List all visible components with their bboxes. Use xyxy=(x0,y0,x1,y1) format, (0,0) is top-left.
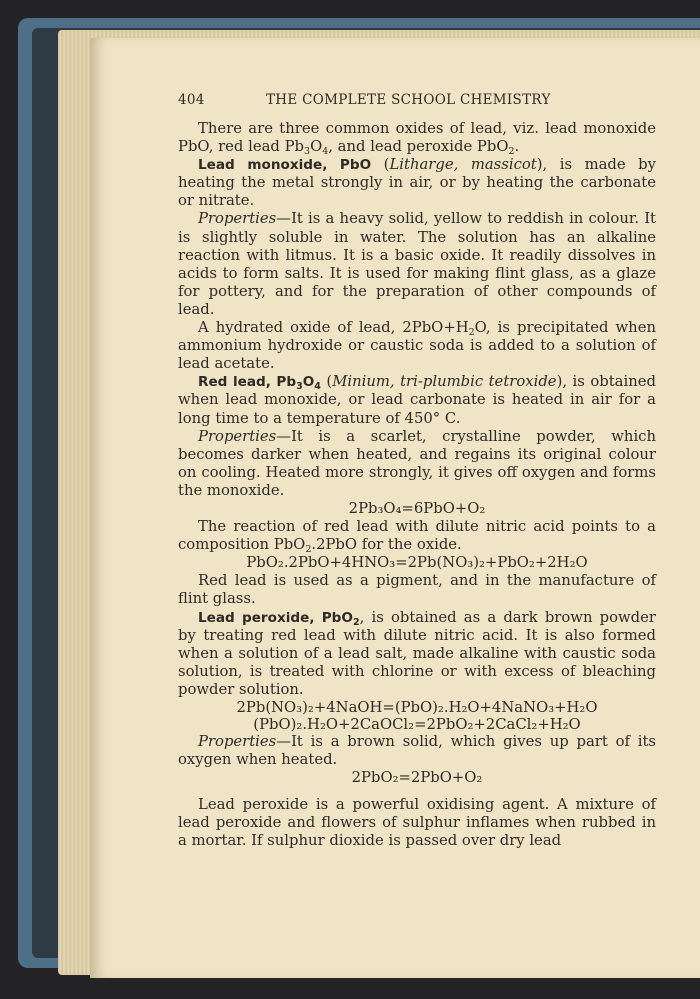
section-heading: Lead monoxide, PbO xyxy=(198,157,372,174)
running-title: THE COMPLETE SCHOOL CHEMISTRY xyxy=(266,92,551,108)
paragraph: Properties—It is a scarlet, crystalline powder, which becomes darker when heated, and regains its original colour on cooling. Heated more strongly, it gives off oxygen and forms the monoxide. xyxy=(178,427,656,499)
equation: (PbO)₂.H₂O+2CaOCl₂=2PbO₂+2CaCl₂+H₂O xyxy=(253,716,581,733)
paragraph: Lead peroxide, PbO$_2$, is obtained as a dark brown powder by treating red lead with dilute nitric acid. It is also formed when a solution of a lead salt, made alkaline with caustic soda solution, is treated with chlorine or with excess of bleaching powder solution. xyxy=(178,608,656,698)
paragraph: A hydrated oxide of lead, $2PbO+H_2O$, is precipitated when ammonium hydroxide or caustic soda is added to a solution of lead acetate. xyxy=(178,319,656,373)
paragraph: Red lead is used as a pigment, and in the manufacture of flint glass. xyxy=(178,572,656,608)
paragraph: There are three common oxides of lead, viz. lead monoxide PbO, red lead $Pb_3O_4$, and lead peroxide PbO$_2$. xyxy=(178,120,656,158)
page-number: 404 xyxy=(178,92,205,108)
paragraph: Lead monoxide, PbO (Litharge, massicot), is made by heating the metal strongly in air, or by heating the carbonate or nitrate. xyxy=(178,156,656,210)
section-heading: Red lead, $Pb_3O_4$ xyxy=(198,374,321,393)
body-text xyxy=(178,120,656,851)
paragraph: The reaction of red lead with dilute nitric acid points to a composition PbO$_2$.2PbO for the oxide. xyxy=(178,518,656,556)
book-page xyxy=(90,38,700,978)
equation: 2Pb₃O₄=6PbO+O₂ xyxy=(348,499,486,517)
equation: 2PbO₂=2PbO+O₂ xyxy=(351,769,483,787)
paragraph: Properties—It is a brown solid, which gives up part of its oxygen when heated. xyxy=(178,733,656,769)
paragraph: Lead peroxide is a powerful oxidising agent. A mixture of lead peroxide and flowers of sulphur inflames when rubbed in a mortar. If sulphur dioxide is passed over dry lead xyxy=(178,796,656,850)
paragraph: Red lead, $Pb_3O_4$ (Minium, tri-plumbic tetroxide), is obtained when lead monoxide, or lead carbonate is heated in air for a long time to a temperature of 450° C. xyxy=(178,373,656,427)
paragraph: Properties—It is a heavy solid, yellow to reddish in colour. It is slightly soluble in water. The solution has an alkaline reaction with litmus. It is a basic oxide. It readily dissolves in acids to form salts. It is used for making flint glass, as a glaze for pottery, and for the preparation of other compounds of lead. xyxy=(178,210,656,318)
equation: PbO₂.2PbO+4HNO₃=2Pb(NO₃)₂+PbO₂+2H₂O xyxy=(246,554,588,572)
equation: 2Pb(NO₃)₂+4NaOH=(PbO)₂.H₂O+4NaNO₃+H₂O xyxy=(236,699,598,716)
section-heading: Lead peroxide, PbO$_2$ xyxy=(198,609,360,628)
